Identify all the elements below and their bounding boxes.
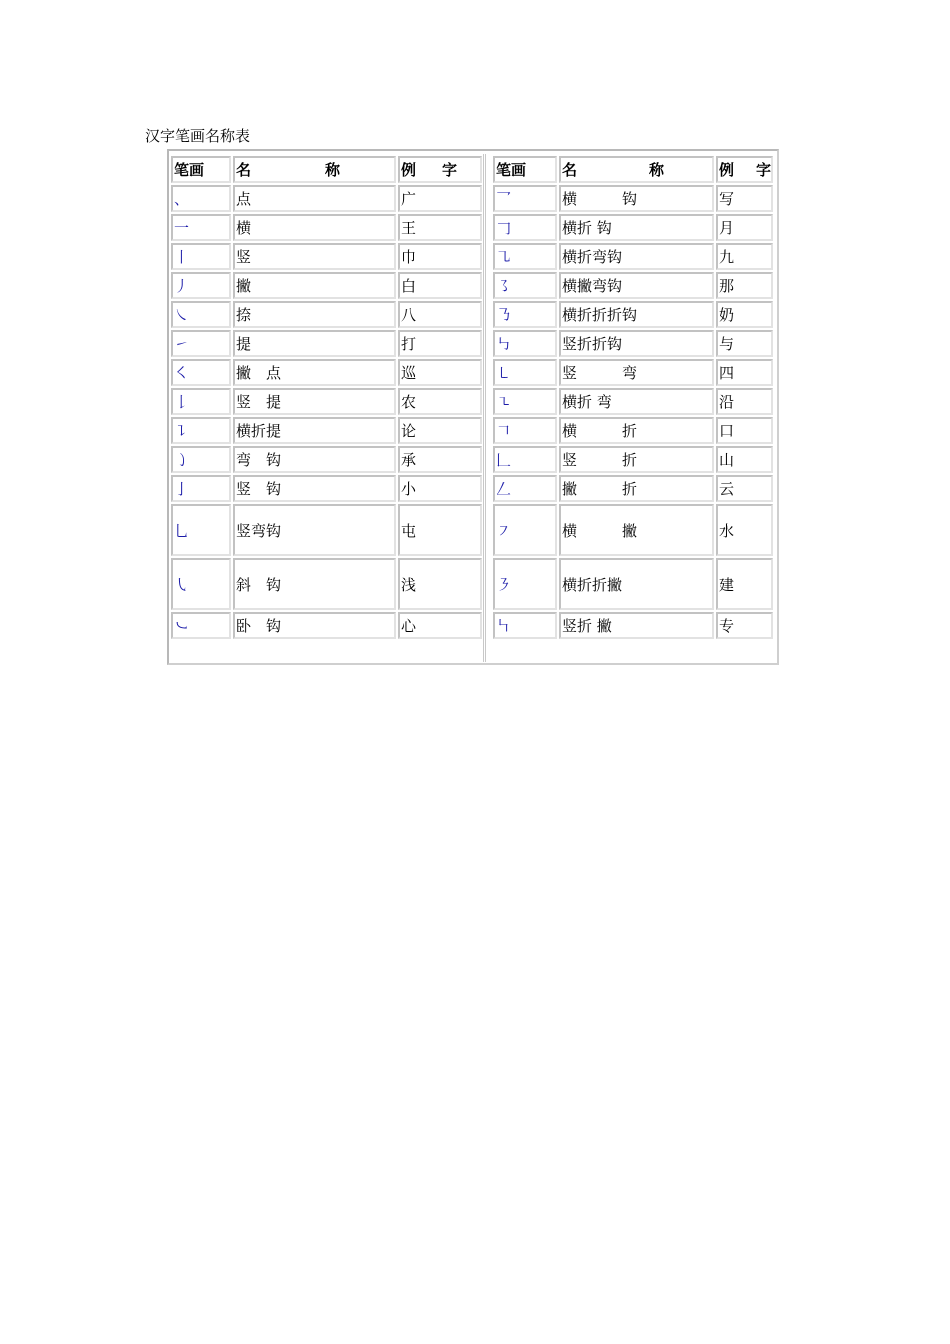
header-example [398, 156, 482, 183]
name-cell: 横折弯钩 [559, 243, 714, 270]
example-cell: 八 [398, 301, 482, 328]
stroke-table-left [169, 154, 484, 641]
table-row [171, 446, 482, 473]
table-row [171, 558, 482, 610]
example-cell: 口 [716, 417, 773, 444]
header-name-a: 名 [562, 161, 578, 179]
example-cell: 小 [398, 475, 482, 502]
header-example-b: 字 [442, 161, 458, 179]
document-title: 汉字笔画名称表 [145, 127, 251, 145]
header-name [233, 156, 396, 183]
table-row [493, 504, 773, 556]
example-cell: 建 [716, 558, 773, 610]
example-cell: 农 [398, 388, 482, 415]
name-cell: 竖 折 [559, 446, 714, 473]
name-cell: 竖 钩 [233, 475, 396, 502]
name-cell: 撇 折 [559, 475, 714, 502]
name-cell: 横折折折钩 [559, 301, 714, 328]
example-cell: 浅 [398, 558, 482, 610]
stroke-cell: ㇏ [171, 301, 231, 328]
name-cell: 点 [233, 185, 396, 212]
name-cell: 横折折撇 [559, 558, 714, 610]
stroke-cell: ㇍ [493, 388, 557, 415]
table-row [493, 558, 773, 610]
example-cell: 承 [398, 446, 482, 473]
stroke-cell: 、 [171, 185, 231, 212]
header-example [716, 156, 773, 183]
name-cell: 横折 钩 [559, 214, 714, 241]
name-cell: 卧 钩 [233, 612, 396, 639]
stroke-cell: 𠃌 [493, 214, 557, 241]
header-name-b: 称 [649, 161, 665, 179]
name-cell: 竖弯钩 [233, 504, 396, 556]
header-name [559, 156, 714, 183]
name-cell: 横折提 [233, 417, 396, 444]
stroke-cell: ㇄ [493, 359, 557, 386]
table-row [493, 243, 773, 270]
table-row [493, 475, 773, 502]
stroke-cell: ㇃ [171, 612, 231, 639]
stroke-cell: 丿 [171, 272, 231, 299]
header-stroke: 笔画 [493, 156, 557, 183]
example-cell: 九 [716, 243, 773, 270]
header-example-b: 字 [756, 161, 772, 179]
name-cell: 竖折折钩 [559, 330, 714, 357]
example-cell: 与 [716, 330, 773, 357]
example-cell: 山 [716, 446, 773, 473]
example-cell: 王 [398, 214, 482, 241]
table-row [493, 612, 773, 639]
name-cell: 竖 提 [233, 388, 396, 415]
table-row [171, 359, 482, 386]
example-cell: 白 [398, 272, 482, 299]
example-cell: 写 [716, 185, 773, 212]
header-name-b: 称 [325, 161, 341, 179]
stroke-cell: ㇡ [493, 301, 557, 328]
example-cell: 专 [716, 612, 773, 639]
stroke-cell: ㇉ [493, 330, 557, 357]
stroke-cell: ㇂ [171, 558, 231, 610]
table-row [171, 417, 482, 444]
table-row [493, 301, 773, 328]
name-cell: 竖折 撇 [559, 612, 714, 639]
example-cell: 广 [398, 185, 482, 212]
example-cell: 巡 [398, 359, 482, 386]
name-cell: 提 [233, 330, 396, 357]
name-cell: 横 钩 [559, 185, 714, 212]
header-row [171, 156, 482, 183]
stroke-cell: 乛 [493, 185, 557, 212]
table-row [493, 417, 773, 444]
table-row [171, 214, 482, 241]
header-example-a: 例 [401, 161, 417, 179]
stroke-cell: ㇁ [171, 446, 231, 473]
table-row [171, 388, 482, 415]
table-row [171, 475, 482, 502]
example-cell: 心 [398, 612, 482, 639]
table-row [171, 330, 482, 357]
example-cell: 巾 [398, 243, 482, 270]
stroke-cell: 丨 [171, 243, 231, 270]
name-cell: 横 [233, 214, 396, 241]
example-cell: 屯 [398, 504, 482, 556]
table-row [493, 359, 773, 386]
name-cell: 横 折 [559, 417, 714, 444]
name-cell: 撇 点 [233, 359, 396, 386]
name-cell: 斜 钩 [233, 558, 396, 610]
example-cell: 四 [716, 359, 773, 386]
name-cell: 捺 [233, 301, 396, 328]
table-row [171, 504, 482, 556]
stroke-cell: ㇀ [171, 330, 231, 357]
name-cell: 横折 弯 [559, 388, 714, 415]
table-row [493, 446, 773, 473]
stroke-cell: 一 [171, 214, 231, 241]
stroke-cell: 乚 [171, 504, 231, 556]
stroke-cell: ㇊ [171, 417, 231, 444]
header-row [493, 156, 773, 183]
example-cell: 打 [398, 330, 482, 357]
stroke-cell: ㇋ [493, 558, 557, 610]
stroke-cell: ㇈ [493, 243, 557, 270]
table-row [493, 214, 773, 241]
stroke-cell: 𠃍 [493, 417, 557, 444]
table-row [493, 272, 773, 299]
example-cell: 沿 [716, 388, 773, 415]
stroke-cell: 𠃊 [493, 446, 557, 473]
table-row [171, 185, 482, 212]
stroke-cell: ㇞ [493, 612, 557, 639]
stroke-cell: 𠃋 [493, 475, 557, 502]
example-cell: 论 [398, 417, 482, 444]
table-row [171, 612, 482, 639]
example-cell: 月 [716, 214, 773, 241]
stroke-table-frame [167, 149, 779, 665]
example-cell: 那 [716, 272, 773, 299]
header-example-a: 例 [719, 161, 735, 179]
example-cell: 云 [716, 475, 773, 502]
name-cell: 横撇弯钩 [559, 272, 714, 299]
name-cell: 竖 弯 [559, 359, 714, 386]
name-cell: 横 撇 [559, 504, 714, 556]
name-cell: 竖 [233, 243, 396, 270]
table-row [171, 272, 482, 299]
example-cell: 水 [716, 504, 773, 556]
table-row [171, 301, 482, 328]
name-cell: 撇 [233, 272, 396, 299]
header-name-a: 名 [236, 161, 252, 179]
stroke-cell: ㇛ [171, 359, 231, 386]
table-row [493, 388, 773, 415]
name-cell: 弯 钩 [233, 446, 396, 473]
example-cell: 奶 [716, 301, 773, 328]
stroke-table-right [491, 154, 775, 641]
stroke-cell: 亅 [171, 475, 231, 502]
stroke-cell: ㇇ [493, 504, 557, 556]
table-row [171, 243, 482, 270]
stroke-cell: ㇌ [493, 272, 557, 299]
stroke-cell: 𠄌 [171, 388, 231, 415]
table-row [493, 330, 773, 357]
table-row [493, 185, 773, 212]
header-stroke: 笔画 [171, 156, 231, 183]
